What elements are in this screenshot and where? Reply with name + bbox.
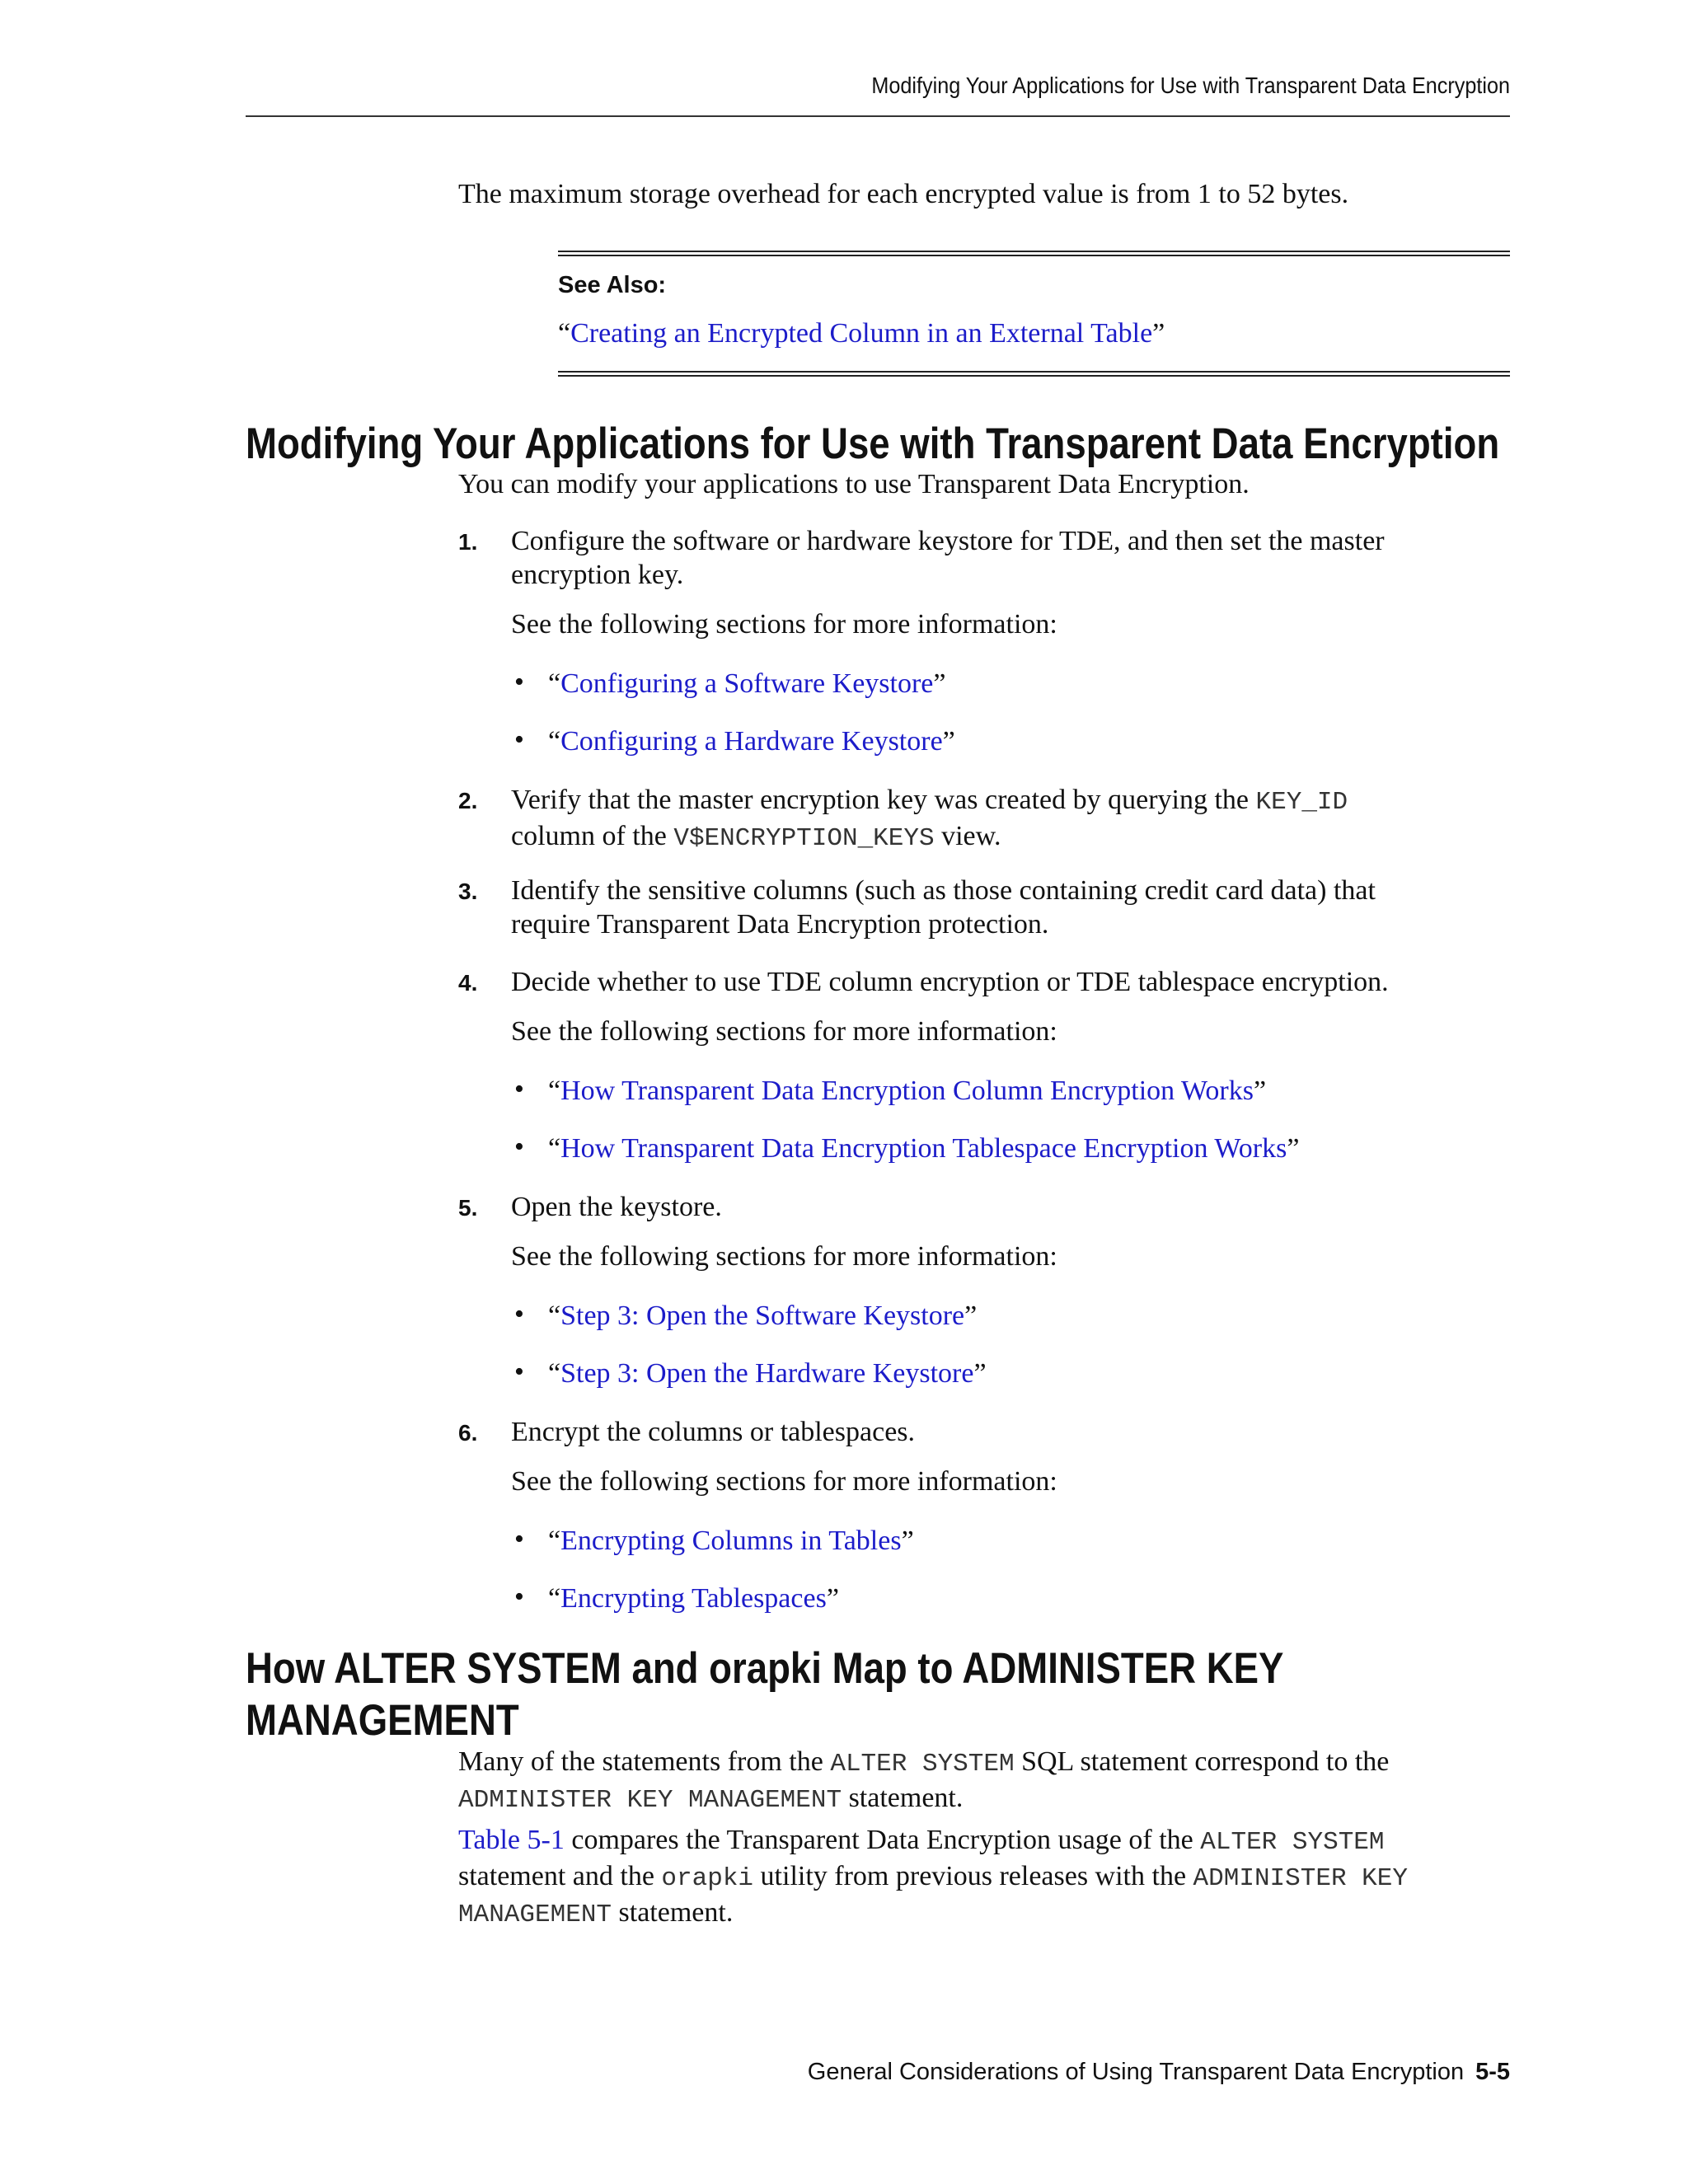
running-head: Modifying Your Applications for Use with Transparent Data Encryption: [871, 73, 1510, 98]
step-text: Identify the sensitive columns (such as those containing credit card data) that require Transparent Data Encryption protection.: [511, 875, 1376, 940]
paragraph-mapping: Many of the statements from the ALTER SYSTEM SQL statement correspond to the ADMINISTER KEY MANAGEMENT statement.: [458, 1746, 1390, 1815]
list-item: “Step 3: Open the Software Keystore”: [548, 1301, 978, 1331]
see-also-bottom-rule: [558, 371, 1510, 377]
more-info-text: See the following sections for more information:: [511, 609, 1057, 640]
bullet-icon: •: [514, 1299, 524, 1329]
list-item: “Configuring a Software Keystore”: [548, 668, 946, 699]
step-text: Verify that the master encryption key was created by querying the KEY_ID column of the V$ENCRYPTION_KEYS view.: [511, 785, 1348, 853]
link-open-software-keystore[interactable]: Step 3: Open the Software Keystore: [560, 1301, 965, 1331]
bullet-icon: •: [514, 1132, 524, 1162]
step-text: Decide whether to use TDE column encryption or TDE tablespace encryption.: [511, 967, 1389, 997]
step-number: 5.: [458, 1195, 478, 1221]
page-footer: [495, 2059, 1510, 2086]
link-table-5-1[interactable]: Table 5-1: [458, 1825, 565, 1855]
page-number: 5-5: [1475, 2059, 1510, 2085]
list-item: “Step 3: Open the Hardware Keystore”: [548, 1358, 987, 1389]
section-heading-alter-system: How ALTER SYSTEM and orapki Map to ADMINISTER KEY MANAGEMENT: [246, 1644, 1284, 1745]
list-item: “Encrypting Columns in Tables”: [548, 1526, 914, 1556]
list-item: “Configuring a Hardware Keystore”: [548, 726, 955, 757]
see-also-title: See Also:: [558, 272, 667, 298]
link-open-hardware-keystore[interactable]: Step 3: Open the Hardware Keystore: [560, 1358, 974, 1389]
bullet-icon: •: [514, 667, 524, 697]
bullet-icon: •: [514, 1582, 524, 1612]
step-number: 6.: [458, 1420, 478, 1446]
footer-title: General Considerations of Using Transparent Data Encryption: [807, 2059, 1465, 2085]
paragraph-comparison: Table 5-1 compares the Transparent Data Encryption usage of the ALTER SYSTEM statement and the orapki utility from previous releases with the ADMINISTER KEY MANAGEMENT statement.: [458, 1825, 1408, 1929]
overhead-paragraph: The maximum storage overhead for each encrypted value is from 1 to 52 bytes.: [458, 179, 1349, 209]
link-column-encryption-works[interactable]: How Transparent Data Encryption Column Encryption Works: [560, 1076, 1254, 1106]
step-text: Open the keystore.: [511, 1192, 722, 1222]
bullet-icon: •: [514, 724, 524, 755]
more-info-text: See the following sections for more information:: [511, 1241, 1057, 1272]
step-number: 3.: [458, 879, 478, 904]
link-configuring-software-keystore[interactable]: Configuring a Software Keystore: [560, 668, 934, 699]
bullet-icon: •: [514, 1357, 524, 1387]
step-text: Configure the software or hardware keystore for TDE, and then set the master encryption key.: [511, 526, 1385, 590]
step-number: 1.: [458, 529, 478, 555]
step-number: 4.: [458, 970, 478, 996]
link-encrypting-columns[interactable]: Encrypting Columns in Tables: [560, 1526, 902, 1556]
step-text: Encrypt the columns or tablespaces.: [511, 1417, 916, 1447]
section-heading-modifying: Modifying Your Applications for Use with Transparent Data Encryption: [246, 419, 1500, 468]
see-also-entry: “Creating an Encrypted Column in an External Table”: [558, 318, 1165, 349]
link-encrypting-tablespaces[interactable]: Encrypting Tablespaces: [560, 1583, 827, 1614]
section-intro: You can modify your applications to use Transparent Data Encryption.: [458, 469, 1250, 499]
link-tablespace-encryption-works[interactable]: How Transparent Data Encryption Tablespace Encryption Works: [560, 1133, 1287, 1164]
more-info-text: See the following sections for more information:: [511, 1466, 1057, 1497]
bullet-icon: •: [514, 1074, 524, 1104]
link-configuring-hardware-keystore[interactable]: Configuring a Hardware Keystore: [560, 726, 943, 757]
see-also-link[interactable]: Creating an Encrypted Column in an External Table: [570, 318, 1153, 349]
list-item: “How Transparent Data Encryption Tablespace Encryption Works”: [548, 1133, 1300, 1164]
more-info-text: See the following sections for more information:: [511, 1016, 1057, 1047]
list-item: “How Transparent Data Encryption Column Encryption Works”: [548, 1076, 1267, 1106]
see-also-top-rule: [558, 251, 1510, 256]
bullet-icon: •: [514, 1524, 524, 1554]
step-number: 2.: [458, 788, 478, 813]
header-rule: [246, 115, 1510, 117]
list-item: “Encrypting Tablespaces”: [548, 1583, 839, 1614]
